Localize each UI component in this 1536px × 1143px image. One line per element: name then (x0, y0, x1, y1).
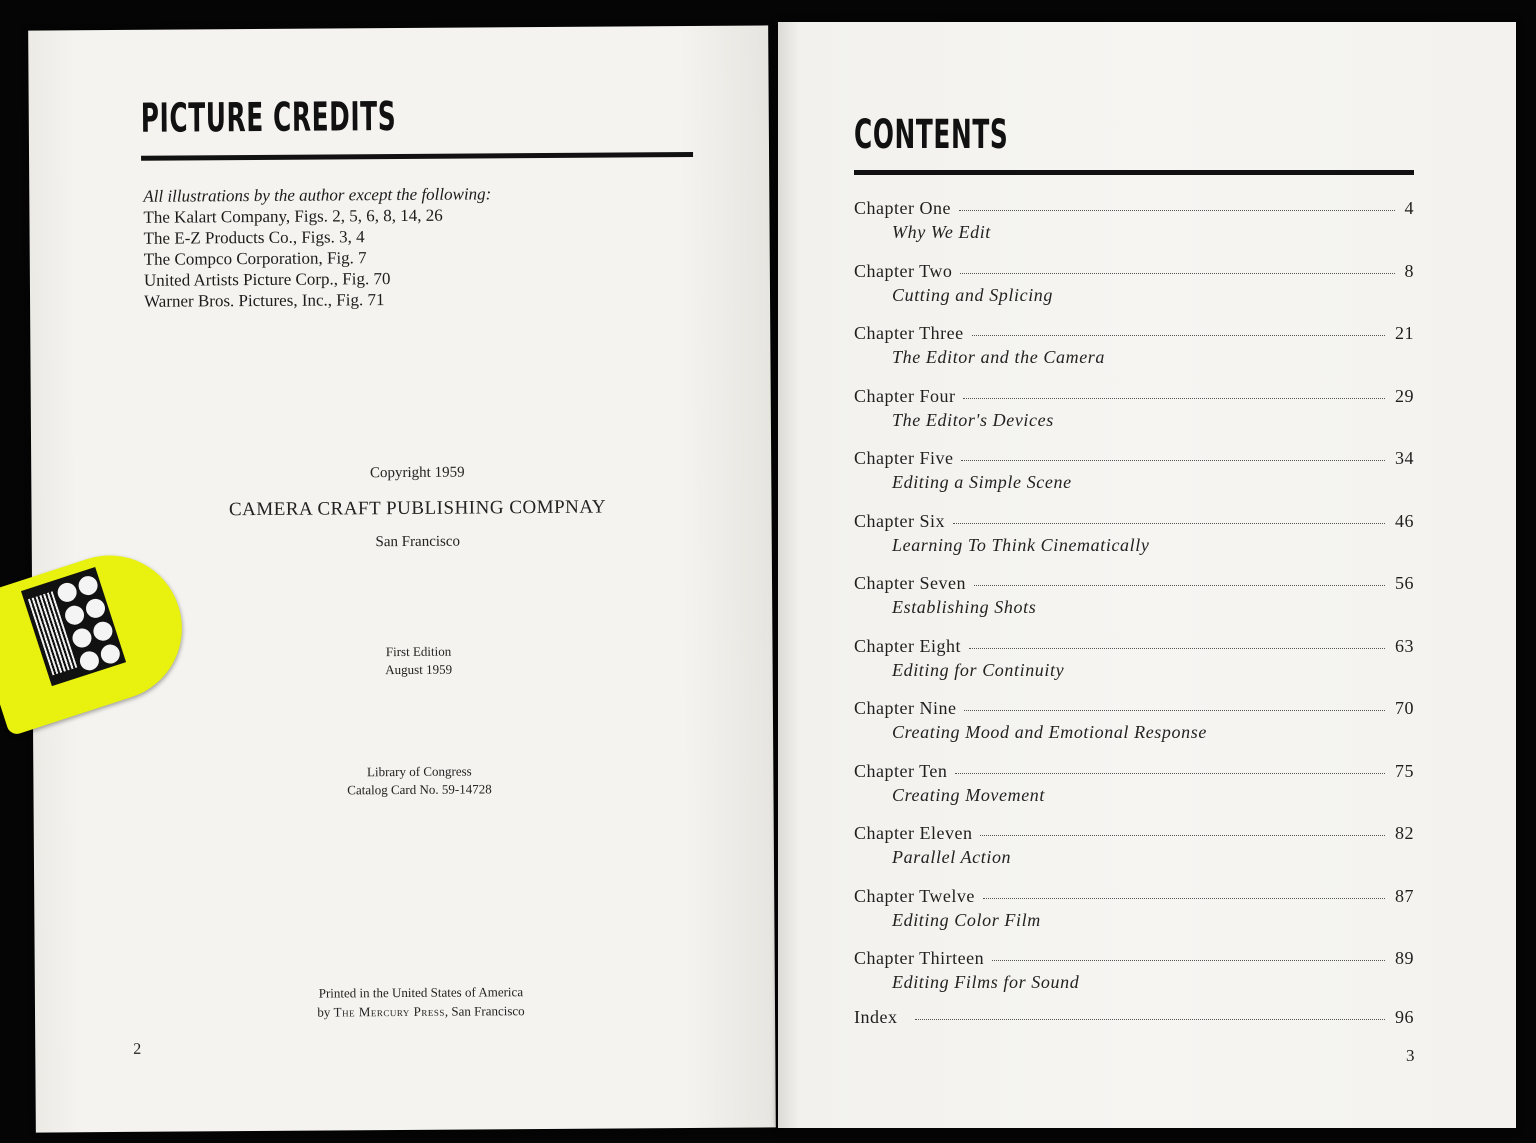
toc-row (854, 823, 1414, 844)
credit-line: The Compco Corporation, Fig. 7 (143, 248, 367, 269)
title-rule (854, 170, 1414, 175)
dot-leader (972, 334, 1385, 336)
toc-entry (854, 698, 1414, 743)
chapter-label: Chapter Twelve (854, 885, 975, 906)
toc-row (854, 323, 1414, 344)
chapter-label: Chapter Six (854, 510, 945, 531)
chapter-page-number: 75 (1395, 760, 1414, 781)
chapter-page-number: 21 (1395, 323, 1414, 343)
chapter-page-number: 46 (1395, 510, 1414, 531)
chapter-label: Chapter Eleven (854, 823, 973, 843)
toc-row (854, 1007, 1414, 1028)
chapter-subtitle: Editing Color Film (892, 909, 1041, 930)
copyright-line: Copyright 1959 (369, 464, 465, 482)
chapter-page-number: 34 (1395, 448, 1414, 468)
toc-row (854, 386, 1414, 407)
chapter-subtitle: Learning To Think Cinematically (892, 534, 1150, 555)
chapter-label: Chapter Nine (854, 698, 957, 718)
chapter-page-number: 8 (1404, 260, 1414, 281)
toc-entry (854, 573, 1414, 618)
chapter-subtitle: The Editor and the Camera (892, 347, 1105, 367)
toc-entry (854, 886, 1414, 931)
toc-entry (854, 948, 1414, 993)
dot-leader (974, 584, 1385, 586)
chapter-page-number: 87 (1395, 885, 1414, 906)
toc-row (854, 636, 1414, 657)
edition-date: August 1959 (385, 661, 453, 678)
clip-dot (55, 580, 79, 604)
printer-line (35, 1001, 807, 1022)
chapter-subtitle: Why We Edit (892, 222, 991, 242)
toc-entry (854, 448, 1414, 493)
clip-dot (91, 619, 115, 643)
credit-line: The E-Z Products Co., Figs. 3, 4 (143, 227, 365, 248)
toc-entry (854, 636, 1414, 681)
credit-line: Warner Bros. Pictures, Inc., Fig. 71 (143, 290, 385, 311)
chapter-subtitle: Editing for Continuity (892, 659, 1065, 680)
chapter-label: Chapter One (854, 198, 951, 218)
chapter-page-number: 29 (1395, 385, 1414, 406)
edition-line: First Edition (385, 643, 452, 660)
page-number: 2 (133, 1040, 142, 1058)
chapter-page-number: 89 (1395, 948, 1414, 968)
dot-leader (915, 1018, 1385, 1020)
toc-entry (854, 761, 1414, 806)
toc-row (854, 198, 1414, 219)
clip-dot (70, 626, 94, 650)
dot-leader (959, 209, 1395, 211)
chapter-subtitle: Editing Films for Sound (892, 972, 1080, 992)
clip-pattern-band (21, 567, 126, 686)
toc-row (854, 761, 1414, 782)
chapter-label: Chapter Three (854, 323, 964, 343)
picture-credits-title: PICTURE CREDITS (140, 94, 397, 142)
toc-row (854, 948, 1414, 969)
toc-row (854, 886, 1414, 907)
dot-leader (992, 959, 1385, 961)
chapter-label: Chapter Thirteen (854, 948, 985, 968)
publisher-name: CAMERA CRAFT PUBLISHING COMPNAY (228, 496, 607, 521)
toc-row (854, 698, 1414, 719)
title-rule (141, 152, 693, 161)
toc-entry (854, 261, 1414, 306)
toc-entry (854, 323, 1414, 368)
chapter-page-number: 82 (1395, 823, 1414, 843)
index-page-number: 96 (1395, 1006, 1414, 1027)
toc-row (854, 573, 1414, 594)
chapter-label: Chapter Seven (854, 573, 966, 593)
toc-entry (854, 386, 1414, 431)
printer-name: The Mercury Press (333, 1003, 445, 1020)
toc-row (854, 448, 1414, 469)
chapter-subtitle: Establishing Shots (892, 597, 1037, 617)
clip-dot (84, 596, 108, 620)
publisher-city: San Francisco (375, 533, 461, 551)
dot-leader (983, 897, 1385, 899)
contents-title: CONTENTS (854, 112, 1009, 158)
catalog-card-line: Catalog Card No. 59-14728 (347, 781, 492, 798)
toc-index-entry (854, 1007, 1414, 1028)
chapter-label: Chapter Ten (854, 760, 948, 781)
chapter-label: Chapter Eight (854, 635, 961, 656)
dot-leader (980, 834, 1385, 836)
chapter-label: Chapter Two (854, 260, 953, 281)
printed-in-line: Printed in the United States of America (318, 984, 524, 1001)
credits-intro: All illustrations by the author except the following: (143, 184, 492, 206)
clip-stripes (28, 591, 77, 675)
credit-line: United Artists Picture Corp., Fig. 70 (143, 269, 391, 290)
page-number: 3 (1406, 1046, 1415, 1065)
chapter-label: Chapter Five (854, 448, 954, 468)
printer-by: by (317, 1004, 331, 1020)
toc-row (854, 261, 1414, 282)
dot-leader (961, 459, 1385, 461)
clip-dot (76, 574, 100, 598)
toc-row (854, 511, 1414, 532)
dot-leader (969, 647, 1385, 649)
chapter-subtitle: Cutting and Splicing (892, 284, 1054, 305)
dot-leader (963, 397, 1385, 399)
right-page (778, 22, 1516, 1128)
chapter-page-number: 4 (1404, 198, 1414, 218)
credits-block (143, 183, 492, 311)
chapter-subtitle: Editing a Simple Scene (892, 472, 1072, 492)
dot-leader (953, 522, 1385, 524)
clip-dot (98, 642, 122, 666)
chapter-subtitle: Creating Movement (892, 784, 1045, 805)
dot-leader (960, 272, 1394, 274)
chapter-subtitle: Creating Mood and Emotional Response (892, 722, 1207, 742)
chapter-page-number: 70 (1395, 698, 1414, 718)
credit-line: The Kalart Company, Figs. 2, 5, 6, 8, 14, 26 (143, 205, 443, 227)
toc-entry (854, 823, 1414, 868)
printer-city: , San Francisco (444, 1003, 525, 1019)
chapter-subtitle: The Editor's Devices (892, 409, 1054, 430)
index-label: Index (854, 1006, 898, 1027)
dot-leader (964, 709, 1385, 711)
toc-entry (854, 198, 1414, 243)
chapter-subtitle: Parallel Action (892, 847, 1012, 867)
toc-entry (854, 511, 1414, 556)
dot-leader (955, 772, 1385, 774)
chapter-page-number: 63 (1395, 635, 1414, 656)
library-of-congress-line: Library of Congress (366, 763, 472, 780)
chapter-label: Chapter Four (854, 385, 956, 406)
clip-dot (63, 603, 87, 627)
chapter-page-number: 56 (1395, 573, 1414, 593)
clip-dot (77, 649, 101, 673)
